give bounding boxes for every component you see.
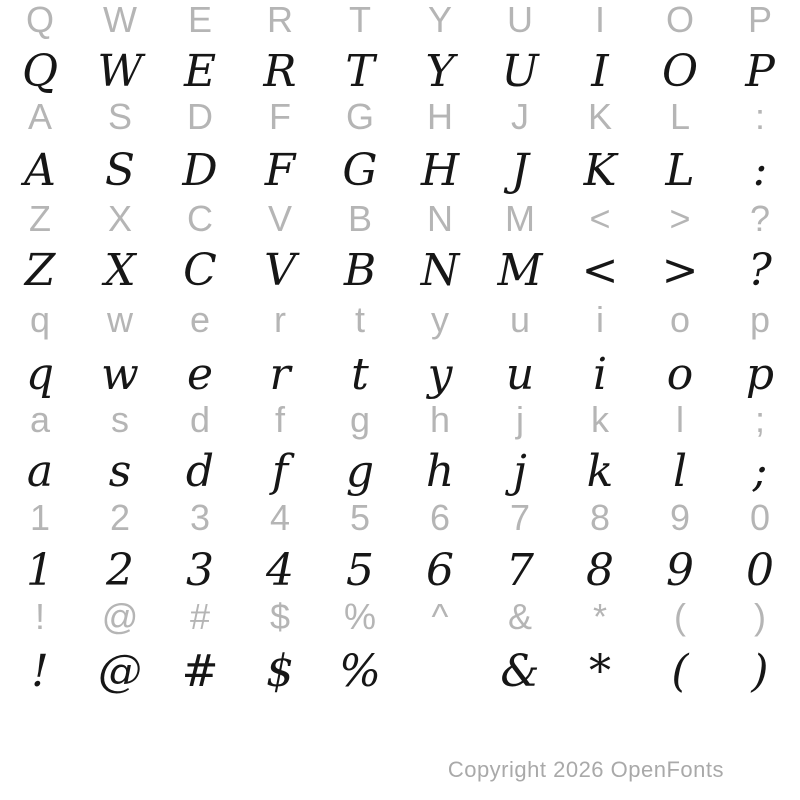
script-glyph: T bbox=[345, 45, 375, 97]
reference-glyph: j bbox=[516, 399, 524, 440]
script-glyph: U bbox=[501, 45, 539, 97]
reference-glyph: < bbox=[589, 198, 611, 239]
reference-glyph: ( bbox=[674, 596, 686, 637]
reference-glyph: G bbox=[345, 96, 374, 137]
reference-glyph: V bbox=[267, 198, 292, 239]
script-glyph: < bbox=[581, 244, 619, 296]
reference-glyph: k bbox=[591, 399, 609, 440]
reference-glyph: R bbox=[267, 0, 293, 40]
reference-glyph: 6 bbox=[429, 497, 451, 538]
script-glyph: W bbox=[97, 45, 143, 97]
reference-glyph: p bbox=[749, 299, 771, 340]
script-glyph: E bbox=[183, 45, 217, 97]
script-glyph: $ bbox=[266, 645, 294, 697]
script-glyph: Q bbox=[21, 45, 59, 97]
script-glyph: F bbox=[264, 144, 296, 196]
script-glyph: o bbox=[666, 348, 694, 400]
reference-glyph: ^ bbox=[431, 596, 449, 637]
reference-glyph: 4 bbox=[269, 497, 291, 538]
script-glyph: 1 bbox=[26, 544, 54, 596]
reference-glyph: I bbox=[594, 0, 605, 40]
reference-row bbox=[0, 488, 800, 548]
script-glyph: ! bbox=[31, 645, 49, 697]
script-glyph: 6 bbox=[426, 544, 454, 596]
reference-glyph: D bbox=[187, 96, 213, 137]
script-glyph: f bbox=[271, 445, 289, 497]
script-glyph: 0 bbox=[746, 544, 774, 596]
reference-row bbox=[0, 87, 800, 147]
reference-glyph: u bbox=[509, 299, 531, 340]
reference-glyph: N bbox=[427, 198, 453, 239]
reference-glyph: 9 bbox=[669, 497, 691, 538]
script-glyph: s bbox=[108, 445, 132, 497]
reference-glyph: Z bbox=[29, 198, 51, 239]
script-glyph: K bbox=[583, 144, 617, 196]
reference-glyph: : bbox=[754, 96, 765, 137]
script-glyph: O bbox=[661, 45, 699, 97]
script-glyph: w bbox=[101, 348, 139, 400]
reference-glyph: 5 bbox=[349, 497, 371, 538]
reference-glyph: M bbox=[505, 198, 535, 239]
reference-glyph: f bbox=[274, 399, 285, 440]
script-glyph: ( bbox=[671, 645, 689, 697]
script-glyph: i bbox=[592, 348, 608, 400]
reference-glyph: ; bbox=[754, 399, 765, 440]
reference-glyph: * bbox=[592, 596, 607, 637]
script-glyph: ? bbox=[748, 244, 772, 296]
script-glyph: 8 bbox=[586, 544, 614, 596]
script-glyph: P bbox=[745, 45, 775, 97]
reference-glyph: e bbox=[189, 299, 211, 340]
script-glyph bbox=[400, 641, 480, 701]
script-glyph: y bbox=[427, 348, 453, 400]
reference-glyph: Q bbox=[25, 0, 54, 40]
reference-glyph: ) bbox=[754, 596, 766, 637]
reference-glyph: H bbox=[427, 96, 453, 137]
script-glyph: @ bbox=[98, 645, 142, 697]
script-glyph: h bbox=[425, 445, 455, 497]
script-glyph: X bbox=[104, 244, 136, 296]
script-glyph: V bbox=[264, 244, 296, 296]
script-glyph: J bbox=[511, 144, 529, 196]
script-glyph: : bbox=[752, 144, 768, 196]
script-row bbox=[0, 641, 800, 701]
reference-glyph: O bbox=[665, 0, 694, 40]
script-glyph: I bbox=[591, 45, 609, 97]
script-glyph: 4 bbox=[266, 544, 294, 596]
script-glyph: p bbox=[745, 348, 775, 400]
reference-glyph: @ bbox=[101, 596, 139, 637]
reference-glyph: ? bbox=[749, 198, 771, 239]
script-glyph: q bbox=[25, 348, 55, 400]
reference-glyph: 8 bbox=[589, 497, 611, 538]
script-glyph: ) bbox=[751, 645, 769, 697]
reference-glyph: X bbox=[107, 198, 132, 239]
script-glyph: ; bbox=[752, 445, 768, 497]
script-glyph: Z bbox=[24, 244, 56, 296]
reference-glyph: 0 bbox=[749, 497, 771, 538]
reference-glyph: > bbox=[669, 198, 691, 239]
copyright-text: Copyright 2026 OpenFonts bbox=[447, 757, 724, 782]
script-glyph: 2 bbox=[106, 544, 134, 596]
reference-row bbox=[0, 290, 800, 350]
script-glyph: # bbox=[181, 645, 219, 697]
reference-glyph: g bbox=[349, 399, 371, 440]
reference-glyph: 3 bbox=[189, 497, 211, 538]
script-glyph: D bbox=[182, 144, 218, 196]
reference-glyph: A bbox=[27, 96, 52, 137]
reference-glyph: Y bbox=[427, 0, 452, 40]
reference-glyph: l bbox=[676, 399, 684, 440]
reference-glyph: K bbox=[587, 96, 612, 137]
reference-glyph: & bbox=[507, 596, 532, 637]
reference-glyph: L bbox=[669, 96, 691, 137]
script-glyph: S bbox=[104, 144, 136, 196]
script-glyph: e bbox=[186, 348, 214, 400]
reference-glyph: 7 bbox=[509, 497, 531, 538]
reference-glyph: y bbox=[431, 299, 449, 340]
reference-glyph: % bbox=[343, 596, 376, 637]
reference-glyph: C bbox=[187, 198, 213, 239]
script-glyph: * bbox=[589, 645, 611, 697]
script-glyph: N bbox=[420, 244, 460, 296]
reference-glyph: a bbox=[29, 399, 51, 440]
script-glyph: % bbox=[339, 645, 381, 697]
reference-glyph: q bbox=[29, 299, 51, 340]
script-glyph: d bbox=[185, 445, 215, 497]
script-glyph: a bbox=[26, 445, 54, 497]
reference-glyph: r bbox=[274, 299, 286, 340]
reference-glyph: t bbox=[354, 299, 365, 340]
reference-glyph: $ bbox=[269, 596, 291, 637]
reference-glyph: 2 bbox=[109, 497, 131, 538]
script-glyph: r bbox=[269, 348, 291, 400]
script-glyph: l bbox=[672, 445, 688, 497]
script-glyph: 7 bbox=[506, 544, 534, 596]
reference-glyph: ! bbox=[34, 596, 45, 637]
reference-glyph: h bbox=[429, 399, 451, 440]
script-glyph: R bbox=[263, 45, 297, 97]
script-glyph: B bbox=[343, 244, 377, 296]
reference-glyph: T bbox=[349, 0, 371, 40]
script-glyph: g bbox=[345, 445, 375, 497]
script-glyph: A bbox=[24, 144, 56, 196]
script-glyph: 3 bbox=[186, 544, 214, 596]
reference-glyph: P bbox=[747, 0, 772, 40]
reference-glyph: J bbox=[511, 96, 529, 137]
reference-glyph: w bbox=[107, 299, 133, 340]
script-glyph: & bbox=[500, 645, 540, 697]
reference-glyph: B bbox=[347, 198, 372, 239]
script-glyph: j bbox=[513, 445, 527, 497]
reference-glyph: U bbox=[507, 0, 533, 40]
reference-glyph: W bbox=[103, 0, 137, 40]
reference-glyph: o bbox=[669, 299, 691, 340]
reference-glyph: s bbox=[111, 399, 129, 440]
reference-glyph: d bbox=[189, 399, 211, 440]
script-glyph: > bbox=[661, 244, 699, 296]
script-glyph: k bbox=[586, 445, 614, 497]
reference-glyph: F bbox=[269, 96, 291, 137]
script-glyph: u bbox=[505, 348, 535, 400]
reference-glyph: i bbox=[596, 299, 604, 340]
reference-glyph: S bbox=[107, 96, 132, 137]
script-glyph: M bbox=[497, 244, 543, 296]
reference-glyph: 1 bbox=[29, 497, 51, 538]
reference-glyph: E bbox=[187, 0, 212, 40]
script-glyph: Y bbox=[425, 45, 455, 97]
script-glyph: 5 bbox=[346, 544, 374, 596]
reference-glyph: # bbox=[189, 596, 211, 637]
reference-row bbox=[0, 587, 800, 647]
script-glyph: 9 bbox=[666, 544, 694, 596]
script-glyph: G bbox=[342, 144, 378, 196]
script-glyph: H bbox=[420, 144, 460, 196]
script-glyph: t bbox=[351, 348, 369, 400]
script-glyph: L bbox=[665, 144, 695, 196]
script-glyph: C bbox=[183, 244, 217, 296]
